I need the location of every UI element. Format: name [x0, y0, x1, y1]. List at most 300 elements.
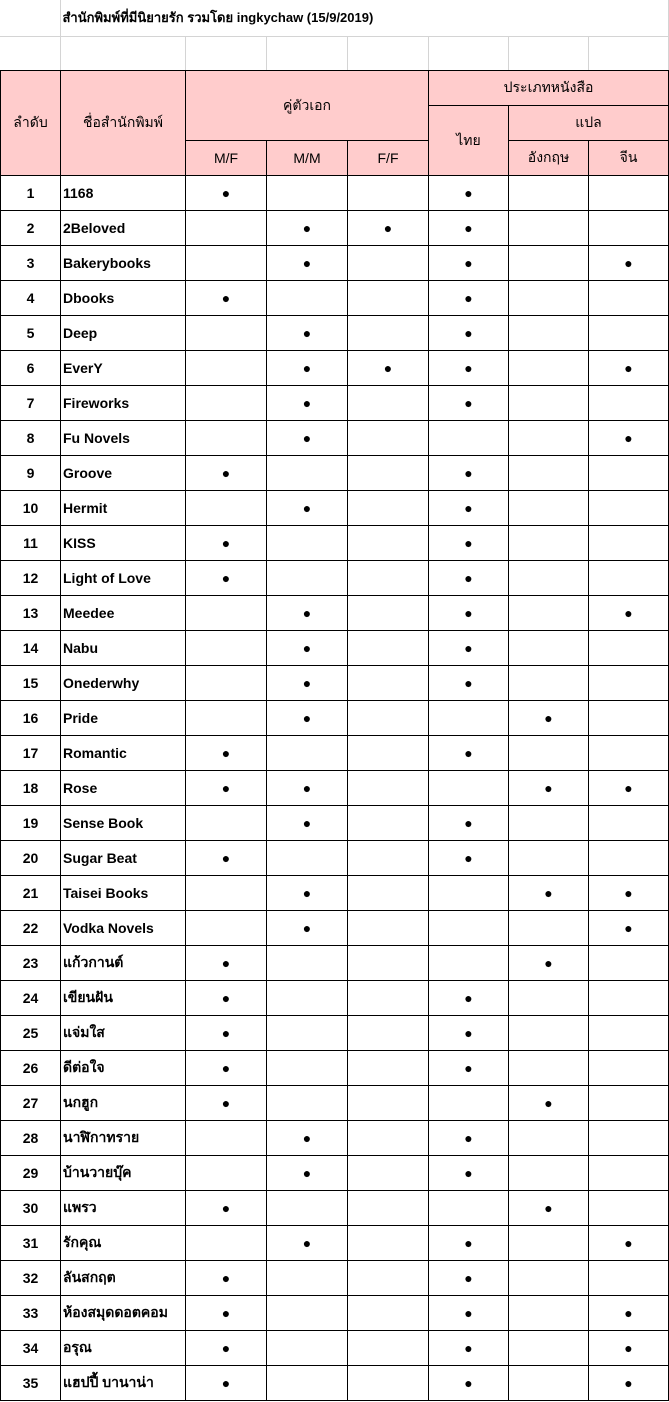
thai-cell[interactable] [429, 701, 509, 736]
row-number[interactable]: 13 [1, 596, 61, 631]
thai-cell[interactable] [429, 526, 509, 561]
thai-cell[interactable] [429, 666, 509, 701]
thai-cell[interactable] [429, 946, 509, 981]
mf-cell[interactable] [186, 701, 267, 736]
thai-cell[interactable] [429, 421, 509, 456]
chinese-cell[interactable] [589, 351, 669, 386]
row-number[interactable]: 11 [1, 526, 61, 561]
row-number[interactable]: 29 [1, 1156, 61, 1191]
mm-cell[interactable] [267, 561, 348, 596]
english-cell[interactable] [509, 876, 589, 911]
english-cell[interactable] [509, 1366, 589, 1401]
english-cell[interactable] [509, 631, 589, 666]
ff-cell[interactable] [348, 1191, 429, 1226]
mm-cell[interactable] [267, 1086, 348, 1121]
chinese-cell[interactable] [589, 1156, 669, 1191]
mf-cell[interactable] [186, 1331, 267, 1366]
chinese-cell[interactable] [589, 211, 669, 246]
row-number[interactable]: 2 [1, 211, 61, 246]
ff-cell[interactable] [348, 316, 429, 351]
ff-cell[interactable] [348, 1016, 429, 1051]
mm-cell[interactable] [267, 176, 348, 211]
chinese-cell[interactable] [589, 946, 669, 981]
mf-cell[interactable] [186, 1191, 267, 1226]
row-number[interactable]: 20 [1, 841, 61, 876]
row-number[interactable]: 26 [1, 1051, 61, 1086]
publisher-name[interactable]: 1168 [61, 176, 186, 211]
empty-cell[interactable] [60, 36, 185, 70]
row-number[interactable]: 33 [1, 1296, 61, 1331]
thai-cell[interactable] [429, 351, 509, 386]
mm-cell[interactable] [267, 666, 348, 701]
thai-cell[interactable] [429, 1191, 509, 1226]
ff-cell[interactable] [348, 1156, 429, 1191]
ff-cell[interactable] [348, 176, 429, 211]
ff-cell[interactable] [348, 806, 429, 841]
thai-cell[interactable] [429, 1366, 509, 1401]
thai-cell[interactable] [429, 176, 509, 211]
mm-cell[interactable] [267, 701, 348, 736]
empty-cell[interactable] [266, 36, 347, 70]
english-cell[interactable] [509, 841, 589, 876]
chinese-cell[interactable] [589, 806, 669, 841]
mf-cell[interactable] [186, 806, 267, 841]
header-english[interactable]: อังกฤษ [509, 141, 589, 176]
mf-cell[interactable] [186, 666, 267, 701]
ff-cell[interactable] [348, 1051, 429, 1086]
mf-cell[interactable] [186, 211, 267, 246]
english-cell[interactable] [509, 1051, 589, 1086]
thai-cell[interactable] [429, 491, 509, 526]
publisher-name[interactable]: Fu Novels [61, 421, 186, 456]
publisher-name[interactable]: Sugar Beat [61, 841, 186, 876]
publisher-name[interactable]: Deep [61, 316, 186, 351]
row-number[interactable]: 21 [1, 876, 61, 911]
mf-cell[interactable] [186, 1051, 267, 1086]
row-number[interactable]: 27 [1, 1086, 61, 1121]
mf-cell[interactable] [186, 421, 267, 456]
chinese-cell[interactable] [589, 1261, 669, 1296]
mf-cell[interactable] [186, 911, 267, 946]
row-number[interactable]: 22 [1, 911, 61, 946]
publisher-name[interactable]: Bakerybooks [61, 246, 186, 281]
chinese-cell[interactable] [589, 771, 669, 806]
ff-cell[interactable] [348, 456, 429, 491]
english-cell[interactable] [509, 736, 589, 771]
english-cell[interactable] [509, 596, 589, 631]
english-cell[interactable] [509, 386, 589, 421]
publisher-name[interactable]: Onederwhy [61, 666, 186, 701]
mf-cell[interactable] [186, 876, 267, 911]
publisher-name[interactable]: นาฬิกาทราย [61, 1121, 186, 1156]
row-number[interactable]: 24 [1, 981, 61, 1016]
chinese-cell[interactable] [589, 1016, 669, 1051]
header-translated[interactable]: แปล [509, 106, 669, 141]
english-cell[interactable] [509, 1121, 589, 1156]
header-book-type[interactable]: ประเภทหนังสือ [429, 71, 669, 106]
thai-cell[interactable] [429, 1331, 509, 1366]
row-number[interactable]: 7 [1, 386, 61, 421]
chinese-cell[interactable] [589, 1051, 669, 1086]
mf-cell[interactable] [186, 946, 267, 981]
chinese-cell[interactable] [589, 421, 669, 456]
row-number[interactable]: 19 [1, 806, 61, 841]
thai-cell[interactable] [429, 316, 509, 351]
publisher-name[interactable]: แฮปปี้ บานาน่า [61, 1366, 186, 1401]
publisher-name[interactable]: Hermit [61, 491, 186, 526]
publisher-name[interactable]: ลันสกฤต [61, 1261, 186, 1296]
english-cell[interactable] [509, 666, 589, 701]
ff-cell[interactable] [348, 281, 429, 316]
english-cell[interactable] [509, 1086, 589, 1121]
row-number[interactable]: 30 [1, 1191, 61, 1226]
header-ff[interactable]: F/F [348, 141, 429, 176]
mf-cell[interactable] [186, 526, 267, 561]
mm-cell[interactable] [267, 1261, 348, 1296]
sheet-title[interactable]: สำนักพิมพ์ที่มีนิยายรัก รวมโดย ingkychaw (15/9/2019) [60, 0, 668, 36]
chinese-cell[interactable] [589, 911, 669, 946]
mm-cell[interactable] [267, 1296, 348, 1331]
chinese-cell[interactable] [589, 246, 669, 281]
publisher-name[interactable]: อรุณ [61, 1331, 186, 1366]
row-number[interactable]: 9 [1, 456, 61, 491]
thai-cell[interactable] [429, 1261, 509, 1296]
ff-cell[interactable] [348, 526, 429, 561]
mm-cell[interactable] [267, 736, 348, 771]
english-cell[interactable] [509, 1261, 589, 1296]
thai-cell[interactable] [429, 841, 509, 876]
english-cell[interactable] [509, 1331, 589, 1366]
row-number[interactable]: 18 [1, 771, 61, 806]
thai-cell[interactable] [429, 1121, 509, 1156]
thai-cell[interactable] [429, 876, 509, 911]
chinese-cell[interactable] [589, 316, 669, 351]
ff-cell[interactable] [348, 841, 429, 876]
english-cell[interactable] [509, 456, 589, 491]
chinese-cell[interactable] [589, 526, 669, 561]
thai-cell[interactable] [429, 806, 509, 841]
ff-cell[interactable] [348, 1366, 429, 1401]
thai-cell[interactable] [429, 246, 509, 281]
empty-cell[interactable] [428, 36, 508, 70]
publisher-name[interactable]: นกฮูก [61, 1086, 186, 1121]
row-number[interactable]: 17 [1, 736, 61, 771]
english-cell[interactable] [509, 351, 589, 386]
row-number[interactable]: 14 [1, 631, 61, 666]
publisher-name[interactable]: แพรว [61, 1191, 186, 1226]
thai-cell[interactable] [429, 1086, 509, 1121]
publisher-name[interactable]: Romantic [61, 736, 186, 771]
mf-cell[interactable] [186, 1121, 267, 1156]
ff-cell[interactable] [348, 1331, 429, 1366]
header-mm[interactable]: M/M [267, 141, 348, 176]
ff-cell[interactable] [348, 561, 429, 596]
mm-cell[interactable] [267, 316, 348, 351]
thai-cell[interactable] [429, 561, 509, 596]
thai-cell[interactable] [429, 1156, 509, 1191]
publisher-name[interactable]: Taisei Books [61, 876, 186, 911]
mf-cell[interactable] [186, 631, 267, 666]
header-publisher[interactable]: ชื่อสำนักพิมพ์ [61, 71, 186, 176]
ff-cell[interactable] [348, 351, 429, 386]
mm-cell[interactable] [267, 351, 348, 386]
thai-cell[interactable] [429, 1016, 509, 1051]
mm-cell[interactable] [267, 1191, 348, 1226]
english-cell[interactable] [509, 491, 589, 526]
publisher-name[interactable]: Nabu [61, 631, 186, 666]
header-no[interactable]: ลำดับ [1, 71, 61, 176]
publisher-name[interactable]: ห้องสมุดดอตคอม [61, 1296, 186, 1331]
publisher-name[interactable]: Vodka Novels [61, 911, 186, 946]
chinese-cell[interactable] [589, 1086, 669, 1121]
mm-cell[interactable] [267, 1366, 348, 1401]
publisher-name[interactable]: แก้วกานต์ [61, 946, 186, 981]
chinese-cell[interactable] [589, 631, 669, 666]
thai-cell[interactable] [429, 1226, 509, 1261]
publisher-name[interactable]: KISS [61, 526, 186, 561]
ff-cell[interactable] [348, 1121, 429, 1156]
publisher-name[interactable]: ดีต่อใจ [61, 1051, 186, 1086]
row-number[interactable]: 6 [1, 351, 61, 386]
row-number[interactable]: 23 [1, 946, 61, 981]
mf-cell[interactable] [186, 981, 267, 1016]
row-number[interactable]: 34 [1, 1331, 61, 1366]
english-cell[interactable] [509, 1226, 589, 1261]
mf-cell[interactable] [186, 1366, 267, 1401]
ff-cell[interactable] [348, 911, 429, 946]
row-number[interactable]: 5 [1, 316, 61, 351]
mm-cell[interactable] [267, 1051, 348, 1086]
ff-cell[interactable] [348, 981, 429, 1016]
row-number[interactable]: 28 [1, 1121, 61, 1156]
ff-cell[interactable] [348, 946, 429, 981]
mm-cell[interactable] [267, 491, 348, 526]
mf-cell[interactable] [186, 1016, 267, 1051]
mf-cell[interactable] [186, 561, 267, 596]
mf-cell[interactable] [186, 281, 267, 316]
ff-cell[interactable] [348, 666, 429, 701]
ff-cell[interactable] [348, 386, 429, 421]
english-cell[interactable] [509, 806, 589, 841]
chinese-cell[interactable] [589, 1331, 669, 1366]
chinese-cell[interactable] [589, 386, 669, 421]
publisher-name[interactable]: Groove [61, 456, 186, 491]
chinese-cell[interactable] [589, 176, 669, 211]
chinese-cell[interactable] [589, 1121, 669, 1156]
ff-cell[interactable] [348, 701, 429, 736]
row-number[interactable]: 31 [1, 1226, 61, 1261]
publisher-name[interactable]: Rose [61, 771, 186, 806]
mf-cell[interactable] [186, 456, 267, 491]
publisher-name[interactable]: แจ่มใส [61, 1016, 186, 1051]
publisher-name[interactable]: Sense Book [61, 806, 186, 841]
english-cell[interactable] [509, 946, 589, 981]
mm-cell[interactable] [267, 456, 348, 491]
english-cell[interactable] [509, 1156, 589, 1191]
row-number[interactable]: 35 [1, 1366, 61, 1401]
ff-cell[interactable] [348, 421, 429, 456]
mf-cell[interactable] [186, 596, 267, 631]
empty-cell[interactable] [185, 36, 266, 70]
empty-cell[interactable] [588, 36, 668, 70]
chinese-cell[interactable] [589, 456, 669, 491]
english-cell[interactable] [509, 246, 589, 281]
english-cell[interactable] [509, 421, 589, 456]
row-number[interactable]: 10 [1, 491, 61, 526]
mf-cell[interactable] [186, 1226, 267, 1261]
mf-cell[interactable] [186, 351, 267, 386]
mf-cell[interactable] [186, 386, 267, 421]
ff-cell[interactable] [348, 771, 429, 806]
row-number[interactable]: 16 [1, 701, 61, 736]
mm-cell[interactable] [267, 246, 348, 281]
mf-cell[interactable] [186, 491, 267, 526]
chinese-cell[interactable] [589, 701, 669, 736]
row-number[interactable]: 4 [1, 281, 61, 316]
publisher-name[interactable]: เขียนฝัน [61, 981, 186, 1016]
mm-cell[interactable] [267, 841, 348, 876]
chinese-cell[interactable] [589, 596, 669, 631]
thai-cell[interactable] [429, 1051, 509, 1086]
mf-cell[interactable] [186, 1296, 267, 1331]
row-number[interactable]: 12 [1, 561, 61, 596]
english-cell[interactable] [509, 911, 589, 946]
empty-cell[interactable] [347, 36, 428, 70]
mm-cell[interactable] [267, 526, 348, 561]
thai-cell[interactable] [429, 981, 509, 1016]
publisher-name[interactable]: รักคุณ [61, 1226, 186, 1261]
thai-cell[interactable] [429, 386, 509, 421]
ff-cell[interactable] [348, 1226, 429, 1261]
english-cell[interactable] [509, 561, 589, 596]
chinese-cell[interactable] [589, 666, 669, 701]
ff-cell[interactable] [348, 491, 429, 526]
thai-cell[interactable] [429, 456, 509, 491]
mm-cell[interactable] [267, 631, 348, 666]
ff-cell[interactable] [348, 246, 429, 281]
header-thai[interactable]: ไทย [429, 106, 509, 176]
english-cell[interactable] [509, 771, 589, 806]
thai-cell[interactable] [429, 911, 509, 946]
publisher-name[interactable]: 2Beloved [61, 211, 186, 246]
ff-cell[interactable] [348, 1261, 429, 1296]
row-number[interactable]: 25 [1, 1016, 61, 1051]
publisher-name[interactable]: Meedee [61, 596, 186, 631]
english-cell[interactable] [509, 1191, 589, 1226]
chinese-cell[interactable] [589, 1296, 669, 1331]
ff-cell[interactable] [348, 211, 429, 246]
mm-cell[interactable] [267, 771, 348, 806]
chinese-cell[interactable] [589, 876, 669, 911]
mm-cell[interactable] [267, 1156, 348, 1191]
english-cell[interactable] [509, 1296, 589, 1331]
chinese-cell[interactable] [589, 1191, 669, 1226]
mf-cell[interactable] [186, 771, 267, 806]
english-cell[interactable] [509, 526, 589, 561]
chinese-cell[interactable] [589, 281, 669, 316]
publisher-name[interactable]: บ้านวายบุ๊ค [61, 1156, 186, 1191]
row-number[interactable]: 32 [1, 1261, 61, 1296]
mm-cell[interactable] [267, 386, 348, 421]
empty-cell[interactable] [508, 36, 588, 70]
mm-cell[interactable] [267, 911, 348, 946]
english-cell[interactable] [509, 981, 589, 1016]
chinese-cell[interactable] [589, 736, 669, 771]
mm-cell[interactable] [267, 211, 348, 246]
english-cell[interactable] [509, 316, 589, 351]
empty-cell[interactable] [0, 0, 60, 36]
mm-cell[interactable] [267, 946, 348, 981]
chinese-cell[interactable] [589, 491, 669, 526]
chinese-cell[interactable] [589, 561, 669, 596]
mm-cell[interactable] [267, 981, 348, 1016]
publisher-name[interactable]: Dbooks [61, 281, 186, 316]
ff-cell[interactable] [348, 1086, 429, 1121]
mm-cell[interactable] [267, 876, 348, 911]
publisher-name[interactable]: Light of Love [61, 561, 186, 596]
english-cell[interactable] [509, 1016, 589, 1051]
mm-cell[interactable] [267, 421, 348, 456]
chinese-cell[interactable] [589, 841, 669, 876]
mf-cell[interactable] [186, 1086, 267, 1121]
mf-cell[interactable] [186, 176, 267, 211]
row-number[interactable]: 8 [1, 421, 61, 456]
thai-cell[interactable] [429, 281, 509, 316]
mf-cell[interactable] [186, 736, 267, 771]
row-number[interactable]: 15 [1, 666, 61, 701]
thai-cell[interactable] [429, 771, 509, 806]
empty-cell[interactable] [0, 36, 60, 70]
ff-cell[interactable] [348, 876, 429, 911]
ff-cell[interactable] [348, 736, 429, 771]
mm-cell[interactable] [267, 1226, 348, 1261]
publisher-name[interactable]: Pride [61, 701, 186, 736]
mm-cell[interactable] [267, 1121, 348, 1156]
header-couple[interactable]: คู่ตัวเอก [186, 71, 429, 141]
thai-cell[interactable] [429, 596, 509, 631]
thai-cell[interactable] [429, 736, 509, 771]
mf-cell[interactable] [186, 1261, 267, 1296]
chinese-cell[interactable] [589, 981, 669, 1016]
mm-cell[interactable] [267, 281, 348, 316]
publisher-name[interactable]: EverY [61, 351, 186, 386]
header-chinese[interactable]: จีน [589, 141, 669, 176]
thai-cell[interactable] [429, 211, 509, 246]
publisher-name[interactable]: Fireworks [61, 386, 186, 421]
mm-cell[interactable] [267, 596, 348, 631]
thai-cell[interactable] [429, 1296, 509, 1331]
header-mf[interactable]: M/F [186, 141, 267, 176]
mf-cell[interactable] [186, 1156, 267, 1191]
english-cell[interactable] [509, 211, 589, 246]
mf-cell[interactable] [186, 316, 267, 351]
ff-cell[interactable] [348, 631, 429, 666]
ff-cell[interactable] [348, 1296, 429, 1331]
ff-cell[interactable] [348, 596, 429, 631]
row-number[interactable]: 3 [1, 246, 61, 281]
mf-cell[interactable] [186, 841, 267, 876]
english-cell[interactable] [509, 281, 589, 316]
chinese-cell[interactable] [589, 1226, 669, 1261]
mm-cell[interactable] [267, 806, 348, 841]
chinese-cell[interactable] [589, 1366, 669, 1401]
row-number[interactable]: 1 [1, 176, 61, 211]
english-cell[interactable] [509, 176, 589, 211]
mf-cell[interactable] [186, 246, 267, 281]
mm-cell[interactable] [267, 1016, 348, 1051]
mm-cell[interactable] [267, 1331, 348, 1366]
english-cell[interactable] [509, 701, 589, 736]
